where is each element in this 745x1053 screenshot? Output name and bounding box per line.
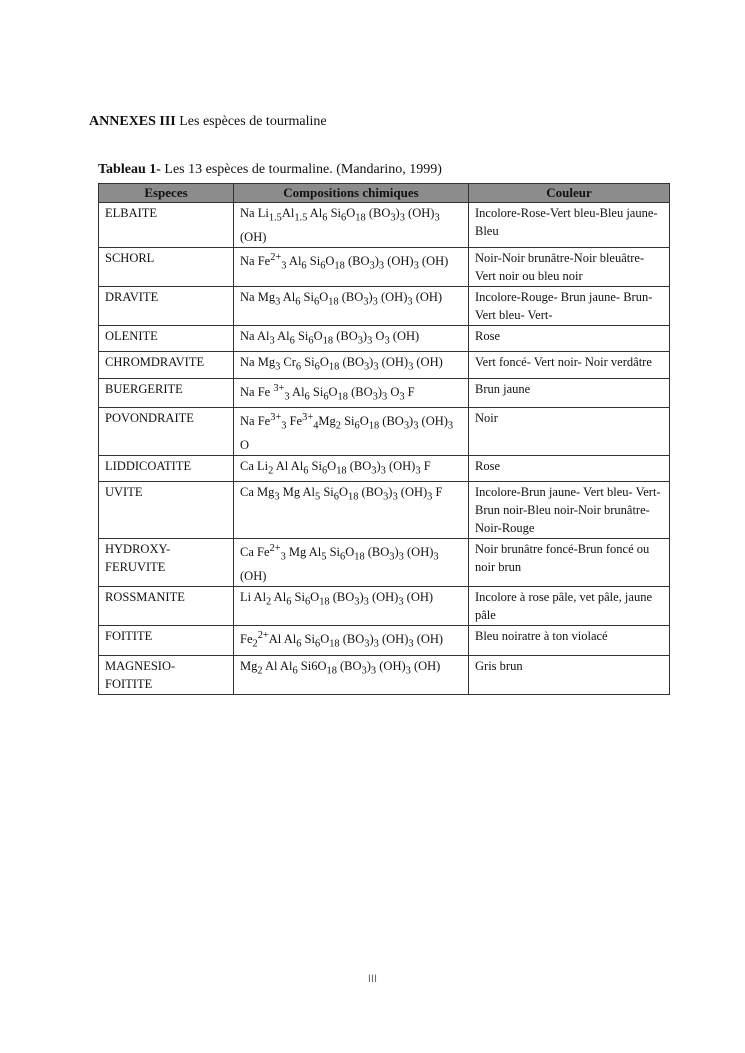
composition-cell: Ca $Fe^{2+}_3$ Mg $Al_5$ $Si_6O_{18}$ $(BO_3)_3$ $(OH)_3$ (OH) [234,539,469,587]
species-name-cell: CHROMDRAVITE [99,352,234,379]
composition-cell: Li $Al_2$ $Al_6$ $Si_6O_{18}$ $(BO_3)_3$ $(OH)_3$ (OH) [234,586,469,625]
table-row [99,286,670,325]
composition-cell: Ca $Mg_3$ Mg $Al_5$ $Si_6O_{18}$ $(BO_3)_3$ $(OH)_3$ F [234,482,469,539]
species-name-cell: LIDDICOATITE [99,455,234,482]
table-caption [98,162,442,178]
color-cell: Brun jaune [469,378,670,408]
composition-cell: Na $Al_3$ $Al_6$ $Si_6O_{18}$ $(BO_3)_3$ $O_3$ (OH) [234,325,469,352]
tourmaline-species-table [98,183,670,695]
table-row [99,203,670,248]
species-name-cell: FOITITE [99,625,234,655]
species-name-cell: ELBAITE [99,203,234,248]
composition-cell: $Mg_2$ Al $Al_6$ $Si6O_{18}$ $(BO_3)_3$ $(OH)_3$ (OH) [234,655,469,694]
composition-cell: Na $Mg_3$ $Cr_6$ $Si_6O_{18}$ $(BO_3)_3$ $(OH)_3$ (OH) [234,352,469,379]
composition-cell: Na $Fe^{3+}_3$ $Fe^{3+}_4Mg_2$ $Si_6O_{18}$ $(BO_3)_3$ $(OH)_3$ O [234,408,469,456]
table-row [99,586,670,625]
table-row [99,482,670,539]
species-name-cell: OLENITE [99,325,234,352]
table-row [99,247,670,286]
header-species: Especes [99,184,234,203]
table-row [99,655,670,694]
species-name-cell: HYDROXY- FERUVITE [99,539,234,587]
table-caption-text: Les 13 espèces de tourmaline. (Mandarino, 1999) [160,162,442,177]
page-number: III [367,973,378,985]
species-name-cell: SCHORL [99,247,234,286]
species-name-cell: POVONDRAITE [99,408,234,456]
color-cell: Rose [469,325,670,352]
color-cell: Noir-Noir brunâtre-Noir bleuâtre- Vert noir ou bleu noir [469,247,670,286]
composition-cell: Na $Li_{1.5}Al_{1.5}$ $Al_6$ $Si_6O_{18}$ $(BO_3)_3$ $(OH)_3$ (OH) [234,203,469,248]
species-name-cell: BUERGERITE [99,378,234,408]
composition-cell: Ca $Li_2$ Al $Al_6$ $Si_6O_{18}$ $(BO_3)_3$ $(OH)_3$ F [234,455,469,482]
table-caption-bold: Tableau 1- [98,162,161,177]
header-composition: Compositions chimiques [234,184,469,203]
table-header-row [99,184,670,203]
table-row [99,325,670,352]
species-name-cell: ROSSMANITE [99,586,234,625]
color-cell: Incolore-Rouge- Brun jaune- Brun-Vert bleu- Vert- [469,286,670,325]
table-row [99,378,670,408]
color-cell: Rose [469,455,670,482]
species-name-cell: MAGNESIO- FOITITE [99,655,234,694]
color-cell: Noir [469,408,670,456]
color-cell: Incolore-Rose-Vert bleu-Bleu jaune-Bleu [469,203,670,248]
annex-heading [89,114,327,130]
color-cell: Bleu noiratre à ton violacé [469,625,670,655]
color-cell: Incolore-Brun jaune- Vert bleu- Vert- Brun noir-Bleu noir-Noir brunâtre-Noir-Rouge [469,482,670,539]
table-row [99,352,670,379]
annex-heading-text: Les espèces de tourmaline [175,114,327,129]
species-name-cell: UVITE [99,482,234,539]
table-row [99,455,670,482]
header-color: Couleur [469,184,670,203]
table-body [99,203,670,695]
table-row [99,539,670,587]
color-cell: Noir brunâtre foncé-Brun foncé ou noir brun [469,539,670,587]
composition-cell: $Fe_2^{2+}Al$ $Al_6$ $Si_6O_{18}$ $(BO_3)_3$ $(OH)_3$ (OH) [234,625,469,655]
composition-cell: Na $Mg_3$ $Al_6$ $Si_6O_{18}$ $(BO_3)_3$ $(OH)_3$ (OH) [234,286,469,325]
annex-heading-bold: ANNEXES III [89,114,176,129]
composition-cell: Na Fe $^{3+}_3$ $Al_6$ $Si_6O_{18}$ $(BO_3)_3$ $O_3$ F [234,378,469,408]
composition-cell: Na $Fe^{2+}_3$ $Al_6$ $Si_6O_{18}$ $(BO_3)_3$ $(OH)_3$ (OH) [234,247,469,286]
color-cell: Vert foncé- Vert noir- Noir verdâtre [469,352,670,379]
color-cell: Incolore à rose pâle, vet pâle, jaune pâle [469,586,670,625]
color-cell: Gris brun [469,655,670,694]
table-row [99,625,670,655]
species-name-cell: DRAVITE [99,286,234,325]
table-row [99,408,670,456]
